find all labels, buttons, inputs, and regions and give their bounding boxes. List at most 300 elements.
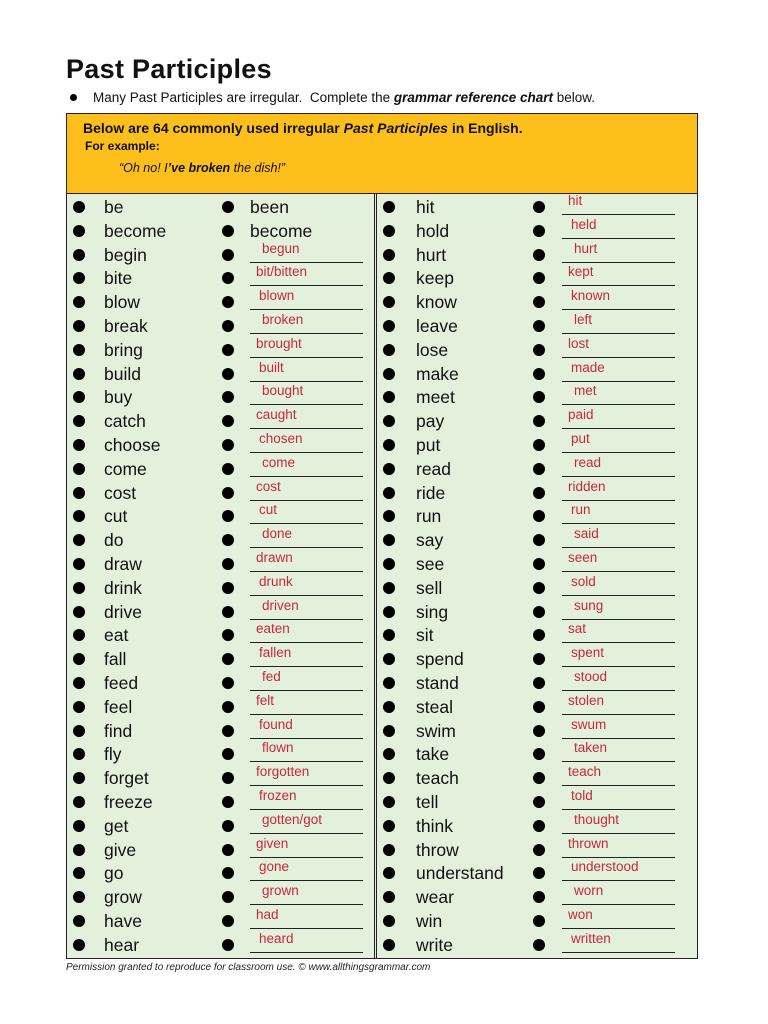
past-participle-answer: stolen [568, 692, 605, 708]
bullet-icon [73, 796, 85, 808]
answer-blank[interactable] [250, 500, 363, 501]
bullet-icon [533, 296, 545, 308]
bullet-icon [73, 915, 85, 927]
verb-row [377, 216, 697, 244]
base-verb: choose [104, 434, 161, 455]
past-participle-given: been [250, 197, 289, 217]
verb-row [377, 645, 697, 672]
past-participle-answer: caught [256, 407, 297, 423]
answer-blank[interactable] [562, 761, 675, 762]
verb-row [377, 193, 697, 220]
base-verb: sing [416, 601, 449, 622]
base-verb: give [104, 839, 137, 860]
verb-row [67, 930, 374, 958]
base-verb: leave [416, 315, 458, 336]
answer-blank[interactable] [562, 285, 675, 286]
bullet-icon [533, 558, 545, 570]
bullet-icon [222, 368, 234, 380]
bullet-icon [222, 748, 234, 760]
past-participle-answer: heard [259, 930, 294, 946]
verb-row [67, 335, 374, 363]
base-verb: see [416, 553, 445, 574]
base-verb: know [416, 292, 457, 313]
verb-row [67, 716, 374, 744]
answer-blank[interactable] [562, 880, 675, 881]
past-participle-answer: said [574, 526, 599, 542]
answer-blank[interactable] [562, 642, 675, 643]
bullet-icon [73, 368, 85, 380]
base-verb: read [416, 458, 452, 479]
verb-row [377, 740, 697, 767]
bullet-icon [383, 368, 395, 380]
bullet-icon [533, 844, 545, 856]
past-participle-answer: drunk [259, 573, 293, 589]
answer-blank[interactable] [562, 928, 675, 929]
answer-blank[interactable] [250, 809, 363, 810]
verb-row [67, 621, 374, 648]
bullet-icon [383, 487, 395, 499]
answer-blank[interactable] [562, 500, 675, 501]
bullet-icon [533, 344, 545, 356]
answer-blank[interactable] [250, 333, 363, 334]
verb-row [377, 716, 697, 744]
bullet-icon [533, 891, 545, 903]
past-participle-answer: fallen [259, 645, 292, 661]
bullet-icon [383, 320, 395, 332]
verb-row [67, 668, 374, 696]
answer-blank[interactable] [250, 904, 363, 905]
bullet-icon [383, 725, 395, 737]
answer-blank[interactable] [250, 952, 363, 953]
past-participle-answer: seen [568, 549, 598, 565]
verb-row [377, 692, 697, 720]
answer-blank[interactable] [250, 547, 363, 548]
verb-row [67, 502, 374, 529]
answer-blank[interactable] [562, 571, 675, 572]
base-verb: bring [104, 339, 143, 360]
bullet-icon [383, 296, 395, 308]
verb-row [377, 335, 697, 363]
answer-blank[interactable] [250, 690, 363, 691]
bullet-icon [533, 272, 545, 284]
verb-row [67, 288, 374, 315]
past-participle-answer: thought [574, 811, 620, 827]
answer-blank[interactable] [250, 880, 363, 881]
bullet-icon [533, 629, 545, 641]
past-participle-answer: had [256, 906, 279, 922]
verb-row [377, 240, 697, 268]
verb-row [377, 573, 697, 601]
base-verb: freeze [104, 791, 153, 812]
answer-blank[interactable] [250, 404, 363, 405]
bullet-icon [222, 272, 234, 284]
bullet-icon [73, 772, 85, 784]
chart-header [67, 114, 697, 194]
bullet-icon [383, 867, 395, 879]
answer-blank[interactable] [250, 309, 363, 310]
past-participle-answer: known [571, 288, 611, 304]
for-example-label: For example: [85, 139, 160, 153]
answer-blank[interactable] [562, 904, 675, 905]
bullet-icon [533, 368, 545, 380]
base-verb: keep [416, 268, 454, 289]
verb-row [377, 859, 697, 886]
bullet-icon [383, 391, 395, 403]
base-verb: wear [416, 887, 454, 908]
base-verb: write [416, 934, 453, 955]
answer-blank[interactable] [562, 690, 675, 691]
bullet-icon [222, 487, 234, 499]
base-verb: lose [416, 339, 449, 360]
answer-blank[interactable] [562, 619, 675, 620]
bullet-icon [533, 201, 545, 213]
answer-blank[interactable] [250, 571, 363, 572]
past-participle-answer: held [571, 216, 597, 232]
verb-row [67, 264, 374, 291]
base-verb: forget [104, 768, 149, 789]
past-participle-answer: given [256, 835, 289, 851]
answer-blank[interactable] [562, 952, 675, 953]
base-verb: catch [104, 411, 146, 432]
bullet-icon [383, 939, 395, 951]
base-verb: say [416, 530, 444, 551]
past-participle-answer: lost [568, 335, 590, 351]
answer-blank[interactable] [250, 714, 363, 715]
past-participle-answer: bought [262, 383, 304, 399]
bullet-icon [533, 487, 545, 499]
bullet-icon [73, 201, 85, 213]
bullet-icon [383, 796, 395, 808]
answer-blank[interactable] [250, 761, 363, 762]
past-participle-answer: brought [256, 335, 302, 351]
base-verb: take [416, 744, 450, 765]
verb-row [67, 573, 374, 601]
answer-blank[interactable] [250, 285, 363, 286]
copyright-footer: Permission granted to reproduce for classroom use. © www.allthingsgrammar.com [66, 962, 431, 973]
bullet-icon [533, 463, 545, 475]
verb-row [67, 430, 374, 458]
past-participle-answer: worn [574, 883, 604, 899]
verb-row [67, 764, 374, 791]
bullet-icon [383, 606, 395, 618]
bullet-icon [533, 653, 545, 665]
verb-row [67, 811, 374, 839]
answer-blank[interactable] [250, 833, 363, 834]
past-participle-answer: fed [262, 668, 281, 684]
bullet-icon [73, 296, 85, 308]
bullet-icon [222, 820, 234, 832]
past-participle-answer: written [571, 930, 611, 946]
past-participle-answer: read [574, 454, 602, 470]
past-participle-answer: ridden [568, 478, 606, 494]
bullet-icon [533, 320, 545, 332]
bullet-icon [383, 820, 395, 832]
bullet-icon [222, 201, 234, 213]
verb-row [377, 454, 697, 482]
base-verb: win [416, 910, 443, 931]
past-participle-answer: swum [571, 716, 607, 732]
answer-blank[interactable] [562, 262, 675, 263]
bullet-icon [383, 510, 395, 522]
bullet-icon [222, 344, 234, 356]
answer-blank[interactable] [562, 809, 675, 810]
verb-row [67, 597, 374, 625]
bullet-icon [222, 463, 234, 475]
bullet-icon [73, 820, 85, 832]
verb-row [67, 906, 374, 934]
bullet-icon [70, 94, 77, 101]
bullet-icon [222, 534, 234, 546]
past-participle-answer: paid [568, 407, 594, 423]
past-participle-answer: eaten [256, 621, 290, 637]
bullet-icon [73, 701, 85, 713]
bullet-icon [383, 201, 395, 213]
bullet-icon [533, 915, 545, 927]
answer-blank[interactable] [562, 595, 675, 596]
verb-row [67, 740, 374, 767]
past-participle-answer: chosen [259, 430, 303, 446]
answer-blank[interactable] [562, 785, 675, 786]
past-participle-answer: flown [262, 740, 294, 756]
verb-row [377, 311, 697, 339]
base-verb: come [104, 458, 147, 479]
answer-blank[interactable] [562, 476, 675, 477]
answer-blank[interactable] [562, 666, 675, 667]
bullet-icon [222, 653, 234, 665]
intro-text-prefix: Many Past Participles are irregular. Complete the [93, 90, 394, 105]
bullet-icon [73, 415, 85, 427]
past-participle-answer: found [259, 716, 293, 732]
bullet-icon [533, 748, 545, 760]
past-participle-answer: taken [574, 740, 608, 756]
verb-row [67, 478, 374, 506]
bullet-icon [73, 249, 85, 261]
answer-blank[interactable] [250, 262, 363, 263]
bullet-icon [73, 844, 85, 856]
bullet-icon [533, 534, 545, 546]
bullet-icon [383, 629, 395, 641]
verb-row [377, 526, 697, 553]
bullet-icon [383, 344, 395, 356]
bullet-icon [533, 439, 545, 451]
bullet-icon [383, 915, 395, 927]
bullet-icon [73, 510, 85, 522]
bullet-icon [533, 225, 545, 237]
base-verb: grow [104, 887, 142, 908]
bullet-icon [533, 582, 545, 594]
answer-blank[interactable] [562, 547, 675, 548]
base-verb: bite [104, 268, 133, 289]
bullet-icon [222, 772, 234, 784]
answer-blank[interactable] [562, 333, 675, 334]
verb-row [377, 359, 697, 387]
base-verb: find [104, 720, 133, 741]
answer-blank[interactable] [250, 785, 363, 786]
answer-blank[interactable] [562, 381, 675, 382]
verb-row [67, 454, 374, 482]
verb-row [377, 549, 697, 577]
verb-row [67, 883, 374, 910]
bullet-icon [222, 701, 234, 713]
bullet-icon [533, 796, 545, 808]
bullet-icon [533, 820, 545, 832]
bullet-icon [383, 534, 395, 546]
bullet-icon [73, 558, 85, 570]
bullet-icon [383, 439, 395, 451]
bullet-icon [73, 725, 85, 737]
past-participle-answer: run [571, 502, 591, 518]
answer-blank[interactable] [250, 857, 363, 858]
answer-blank[interactable] [250, 428, 363, 429]
bullet-icon [73, 748, 85, 760]
answer-blank[interactable] [250, 357, 363, 358]
base-verb: sell [416, 577, 443, 598]
verb-row [377, 835, 697, 863]
verb-row [377, 502, 697, 529]
bullet-icon [222, 391, 234, 403]
answer-blank[interactable] [250, 381, 363, 382]
bullet-icon [533, 725, 545, 737]
answer-blank[interactable] [562, 452, 675, 453]
answer-blank[interactable] [250, 666, 363, 667]
answer-blank[interactable] [562, 714, 675, 715]
base-verb: stand [416, 672, 459, 693]
base-verb: buy [104, 387, 133, 408]
answer-blank[interactable] [250, 476, 363, 477]
base-verb: get [104, 815, 129, 836]
answer-blank[interactable] [562, 214, 675, 215]
bullet-icon [533, 510, 545, 522]
answer-blank[interactable] [562, 309, 675, 310]
intro-bullet [66, 90, 595, 105]
bullet-icon [222, 796, 234, 808]
base-verb: build [104, 363, 141, 384]
verb-row [67, 645, 374, 672]
verb-row [67, 692, 374, 720]
answer-blank[interactable] [562, 404, 675, 405]
answer-blank[interactable] [250, 595, 363, 596]
past-participle-answer: gotten/got [262, 811, 323, 827]
bullet-icon [73, 582, 85, 594]
answer-blank[interactable] [562, 238, 675, 239]
bullet-icon [383, 653, 395, 665]
verb-row [67, 311, 374, 339]
verb-row [377, 430, 697, 458]
bullet-icon [73, 653, 85, 665]
base-verb: throw [416, 839, 459, 860]
bullet-icon [222, 867, 234, 879]
answer-blank[interactable] [562, 523, 675, 524]
base-verb: pay [416, 411, 445, 432]
past-participle-answer: built [259, 359, 284, 375]
verb-row [377, 906, 697, 934]
past-participle-answer: left [574, 311, 593, 327]
verb-row [67, 835, 374, 863]
answer-blank[interactable] [562, 833, 675, 834]
base-verb: fall [104, 649, 127, 670]
answer-blank[interactable] [562, 738, 675, 739]
bullet-icon [383, 225, 395, 237]
bullet-icon [222, 320, 234, 332]
bullet-icon [533, 939, 545, 951]
answer-blank[interactable] [250, 642, 363, 643]
verb-row [377, 787, 697, 815]
bullet-icon [533, 249, 545, 261]
bullet-icon [533, 867, 545, 879]
bullet-icon [533, 701, 545, 713]
base-verb: understand [416, 863, 504, 884]
verb-row [377, 597, 697, 625]
past-participle-answer: cut [259, 502, 278, 518]
verb-row [377, 668, 697, 696]
bullet-icon [73, 939, 85, 951]
base-verb: cost [104, 482, 137, 503]
right-column [377, 193, 697, 958]
bullet-icon [73, 891, 85, 903]
past-participle-answer: hurt [574, 240, 598, 256]
bullet-icon [222, 582, 234, 594]
past-participle-answer: felt [256, 692, 275, 708]
past-participle-answer: blown [259, 288, 295, 304]
verb-row [67, 859, 374, 886]
bullet-icon [222, 939, 234, 951]
left-column [67, 196, 374, 958]
base-verb: make [416, 363, 459, 384]
answer-blank[interactable] [562, 428, 675, 429]
past-participle-answer: done [262, 526, 293, 542]
base-verb: do [104, 530, 124, 551]
base-verb: hold [416, 220, 450, 241]
bullet-icon [383, 748, 395, 760]
bullet-icon [533, 772, 545, 784]
past-participle-answer: sold [571, 573, 596, 589]
base-verb: run [416, 506, 442, 527]
past-participle-answer: made [571, 359, 605, 375]
past-participle-answer: understood [571, 859, 639, 875]
base-verb: teach [416, 768, 459, 789]
bullet-icon [73, 677, 85, 689]
bullet-icon [73, 487, 85, 499]
past-participle-answer: kept [568, 264, 594, 280]
verb-row [67, 526, 374, 553]
example-sentence: “Oh no! I’ve broken the dish!” [119, 161, 286, 175]
bullet-icon [222, 296, 234, 308]
verb-row [67, 240, 374, 268]
verb-row [67, 383, 374, 410]
base-verb: draw [104, 553, 142, 574]
base-verb: spend [416, 649, 464, 670]
answer-blank[interactable] [250, 738, 363, 739]
base-verb: think [416, 815, 453, 836]
bullet-icon [73, 463, 85, 475]
answer-blank[interactable] [250, 452, 363, 453]
base-verb: meet [416, 387, 455, 408]
answer-blank[interactable] [562, 857, 675, 858]
bullet-icon [222, 249, 234, 261]
bullet-icon [533, 415, 545, 427]
answer-blank[interactable] [250, 928, 363, 929]
bullet-icon [533, 391, 545, 403]
verb-row [67, 220, 374, 244]
bullet-icon [383, 844, 395, 856]
answer-blank[interactable] [562, 357, 675, 358]
bullet-icon [73, 225, 85, 237]
past-participle-answer: cost [256, 478, 281, 494]
answer-blank[interactable] [250, 619, 363, 620]
past-participle-answer: spent [571, 645, 605, 661]
base-verb: sit [416, 625, 434, 646]
answer-blank[interactable] [250, 523, 363, 524]
